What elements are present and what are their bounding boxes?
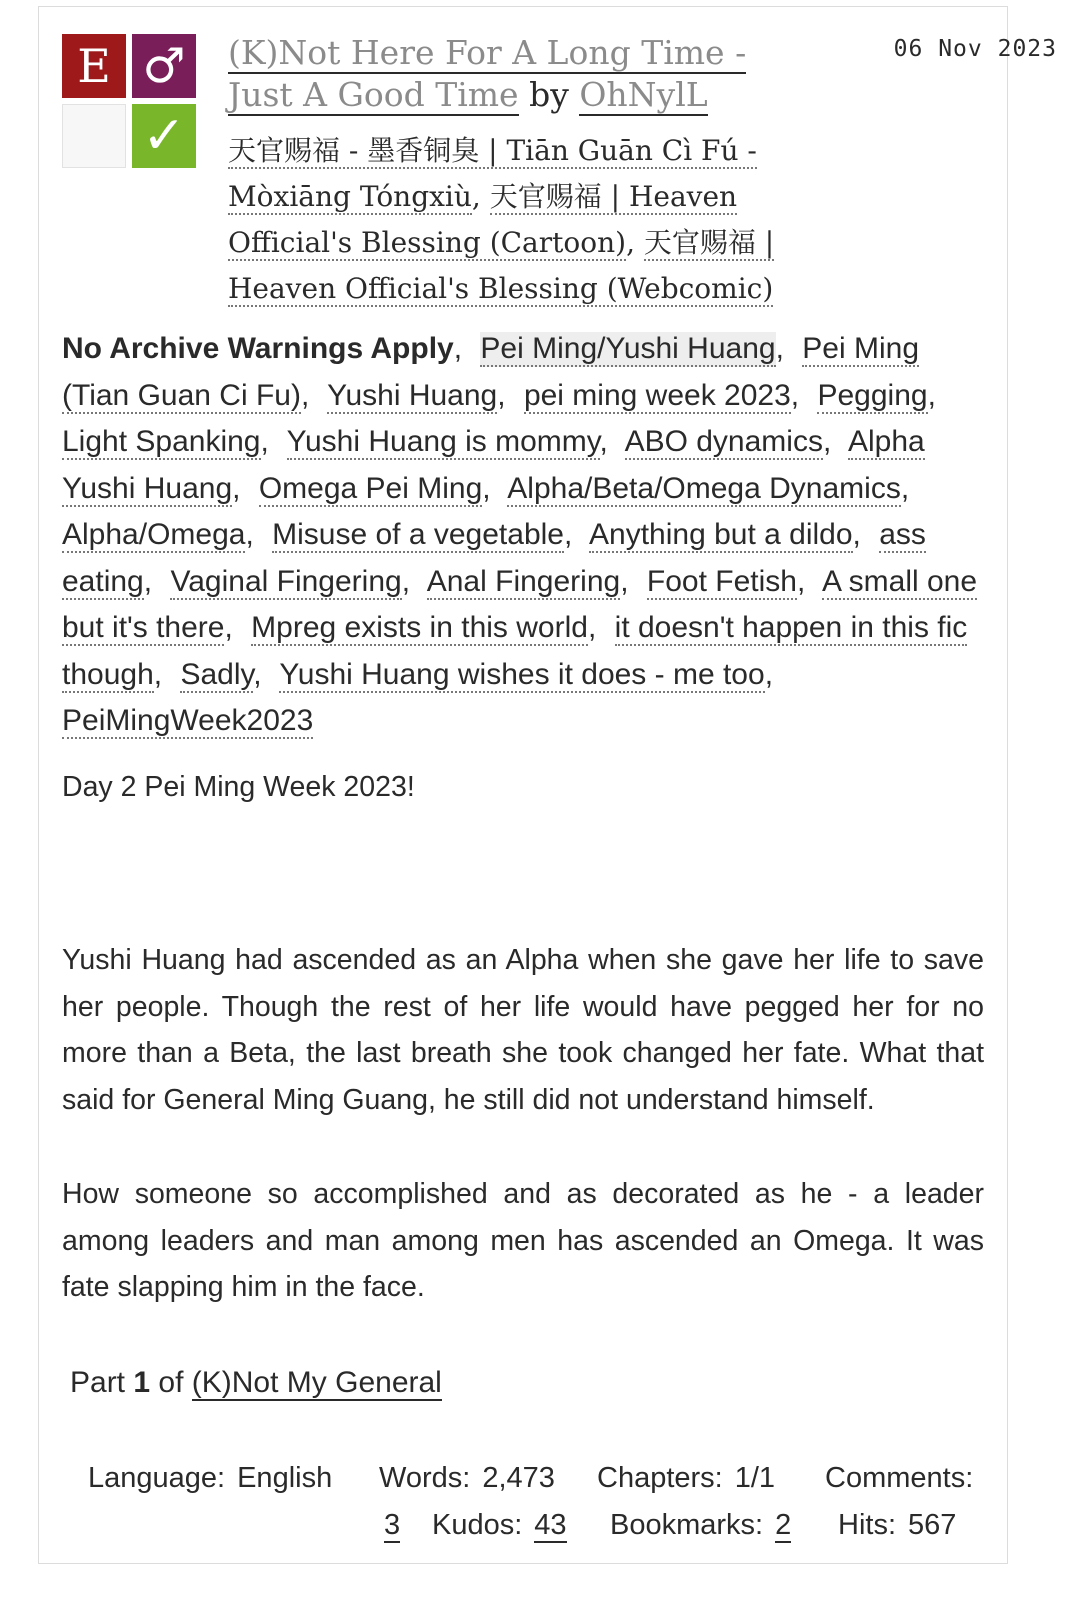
freeform-tag[interactable]: Anal Fingering	[426, 564, 621, 598]
freeform-tag[interactable]: Yushi Huang	[327, 378, 498, 412]
warning-none-icon[interactable]	[62, 104, 126, 168]
rating-explicit-icon[interactable]: E	[62, 34, 126, 98]
freeform-tag[interactable]: Yushi Huang is mommy	[286, 425, 600, 458]
bookmarks-link[interactable]: 2	[775, 1509, 792, 1541]
freeform-tag[interactable]: Alpha/Omega	[62, 518, 246, 551]
freeform-tag[interactable]: Pegging	[817, 378, 928, 412]
freeform-tag[interactable]: Misuse of a vegetable	[272, 518, 564, 551]
fandom-link[interactable]: 天官赐福 | Heaven Official's Blessing (Cartoon)	[228, 180, 738, 259]
warning-tag[interactable]: No Archive Warnings Apply	[62, 332, 454, 365]
series-part-number: 1	[133, 1366, 151, 1399]
stat-comments-label: Comments:	[825, 1462, 974, 1494]
freeform-tag[interactable]: ass eating	[62, 518, 926, 598]
freeform-tag[interactable]: Anything but a dildo	[589, 518, 853, 551]
stat-words: Words: 2,473	[379, 1462, 555, 1494]
summary-paragraph: Day 2 Pei Ming Week 2023!	[62, 771, 415, 803]
freeform-tag[interactable]: Alpha/Beta/Omega Dynamics	[507, 471, 901, 505]
fandom-link[interactable]: 天官赐福 | Heaven Official's Blessing (Webcomic)	[228, 226, 775, 305]
freeform-tag[interactable]: A small one but it's there	[62, 564, 978, 644]
publish-date: 06 Nov 2023	[893, 36, 1057, 62]
by-label: by	[529, 75, 569, 114]
freeform-tag[interactable]: Sadly	[180, 657, 254, 691]
series-link[interactable]: (K)Not My General	[191, 1366, 442, 1399]
stat-kudos: Kudos: 43	[432, 1509, 567, 1541]
stat-bookmarks: Bookmarks: 2	[610, 1509, 792, 1541]
freeform-tag[interactable]: Vaginal Fingering	[170, 564, 402, 598]
freeform-tag[interactable]: pei ming week 2023	[523, 378, 791, 412]
kudos-link[interactable]: 43	[534, 1509, 567, 1541]
category-mm-icon[interactable]: ♂	[132, 34, 196, 98]
tag-list: No Archive Warnings Apply, Pei Ming/Yushi Huang, Pei Ming (Tian Guan Ci Fu), Yushi Huang, pei ming week 2023, Pegging, Light Spanking, Yushi Huang is mommy, ABO dynamics, Alpha Yushi Huang, Omega Pei Ming, Alpha/Beta/Omega Dynamics, Alpha/Omega, Misuse of a vegetable, Anything but a dildo, ass eating, Vaginal Fingering, Anal Fingering, Foot Fetish, A small one but it's there, Mpreg exists in this world, it doesn't happen in this fic though, Sadly, Yushi Huang wishes it does - me too, PeiMingWeek2023	[62, 332, 978, 737]
stat-hits: Hits: 567	[838, 1509, 957, 1541]
freeform-tag[interactable]: ABO dynamics	[624, 425, 823, 458]
freeform-tag[interactable]: Foot Fetish	[646, 564, 797, 598]
work-title-link[interactable]: (K)Not Here For A Long Time - Just A Good Time	[228, 33, 747, 114]
fandom-link[interactable]: 天官赐福 - 墨香铜臭 | Tiān Guān Cì Fú - Mòxiāng Tóngxiù	[228, 134, 757, 213]
stat-language: Language: English	[88, 1462, 333, 1494]
series-info: Part 1 of (K)Not My General	[70, 1366, 442, 1399]
summary-paragraph: How someone so accomplished and as decorated as he - a leader among leaders and man among men has ascended an Omega. It was fate slapping him in the face.	[62, 1178, 984, 1303]
freeform-tag[interactable]: Light Spanking	[62, 425, 261, 458]
freeform-tag[interactable]: Mpreg exists in this world	[251, 611, 588, 644]
stat-comments	[384, 1509, 400, 1542]
summary-paragraph: Yushi Huang had ascended as an Alpha when she gave her life to save her people. Though the rest of her life would have pegged her for no more than a Beta, the last breath she took changed her fate. What that said for General Ming Guang, he still did not understand himself.	[62, 944, 984, 1116]
fandom-list: 天官赐福 - 墨香铜臭 | Tiān Guān Cì Fú - Mòxiāng Tóngxiù, 天官赐福 | Heaven Official's Blessing (Cartoon), 天官赐福 | Heaven Official's Blessing (Webcomic)	[228, 134, 775, 305]
freeform-tag[interactable]: PeiMingWeek2023	[62, 704, 314, 737]
relationship-tag[interactable]: Pei Ming/Yushi Huang	[480, 332, 776, 365]
required-tags	[62, 34, 196, 168]
stat-chapters: Chapters: 1/1	[597, 1462, 776, 1494]
freeform-tag[interactable]: it doesn't happen in this fic though	[62, 611, 968, 691]
freeform-tag[interactable]: Pei Ming (Tian Guan Ci Fu)	[62, 332, 919, 412]
comments-link[interactable]: 3	[384, 1509, 401, 1541]
author-link[interactable]: OhNylL	[579, 75, 708, 114]
freeform-tag[interactable]: Alpha Yushi Huang	[62, 425, 925, 505]
freeform-tag[interactable]: Yushi Huang wishes it does - me too	[279, 657, 765, 691]
freeform-tag[interactable]: Omega Pei Ming	[258, 471, 483, 505]
work-heading	[228, 32, 808, 116]
complete-check-icon[interactable]: ✓	[132, 104, 196, 168]
